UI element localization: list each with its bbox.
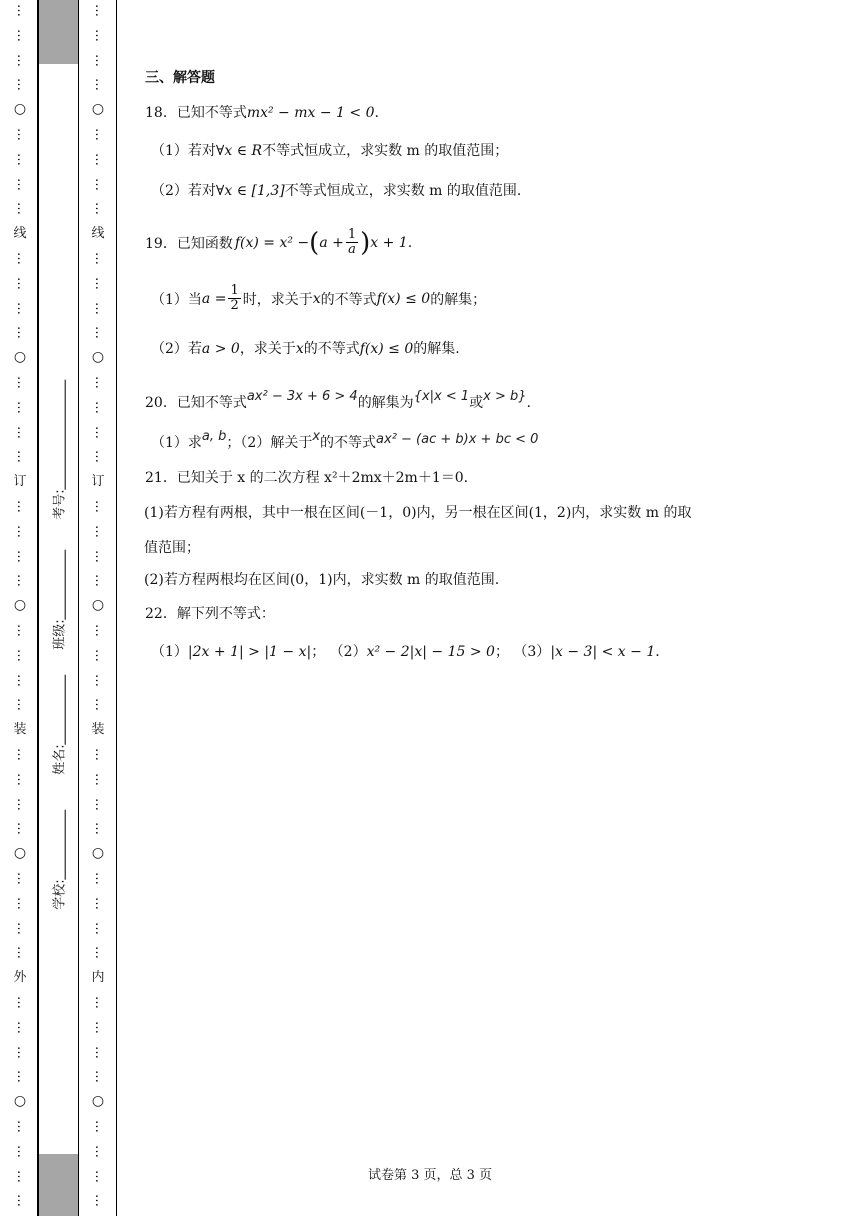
q20-set-image: {x|x < 1: [413, 389, 470, 404]
margin-dots: …: [92, 1120, 107, 1133]
margin-dots: …: [92, 1046, 107, 1059]
q18-part1: （1）若对∀x ∈ R不等式恒成立，求实数 m 的取值范围；: [151, 143, 509, 159]
margin-dots: …: [14, 674, 29, 687]
margin-circle: ○: [13, 101, 27, 117]
margin-dots: …: [92, 897, 107, 910]
margin-dots: …: [92, 773, 107, 786]
margin-dots: …: [92, 426, 107, 439]
margin-dots: …: [14, 1021, 29, 1034]
margin-dots: …: [14, 302, 29, 315]
exam-number-field: 考号:: [39, 364, 78, 534]
margin-dots: …: [92, 872, 107, 885]
page-footer: 试卷第 3 页，总 3 页: [367, 1168, 493, 1183]
margin-circle: ○: [13, 349, 27, 365]
q22-parts: （1）|2x + 1| > |1 − x|； （2）x² − 2|x| − 15 > 0； （3）|x − 3| < x − 1.: [151, 644, 660, 660]
margin-dots: …: [14, 624, 29, 637]
q21-part1-line2: 值范围；: [144, 540, 200, 556]
margin-dots: …: [92, 1070, 107, 1083]
section-title: 三、解答题: [145, 70, 215, 86]
margin-dots: …: [92, 550, 107, 563]
margin-dots: …: [92, 624, 107, 637]
margin-dots: …: [14, 178, 29, 191]
q19-stem: 19．已知函数 f(x) = x² − ( a + $\frac{1}{a}$ ) x + 1 .: [145, 227, 413, 258]
margin-dots: …: [92, 29, 107, 42]
q21-part2: (2)若方程两根均在区间(0，1)内，求实数 m 的取值范围.: [144, 572, 500, 588]
fraction-1-over-a: $\frac{1}{a}$: [347, 227, 357, 257]
margin-dots: …: [92, 4, 107, 17]
margin-dots: …: [14, 1170, 29, 1183]
fraction-1-over-2: $\frac{1}{2}$: [230, 283, 239, 313]
margin-label: 装: [91, 722, 105, 737]
margin-dots: …: [14, 1194, 29, 1207]
margin-dots: …: [14, 1145, 29, 1158]
margin-dots: …: [14, 426, 29, 439]
margin-circle: ○: [91, 845, 105, 861]
margin-label: 内: [91, 970, 105, 985]
margin-dots: …: [14, 78, 29, 91]
margin-dots: …: [14, 922, 29, 935]
margin-dots: …: [14, 946, 29, 959]
margin-dots: …: [92, 252, 107, 265]
q21-part1-line1: (1)若方程有两根，其中一根在区间(－1，0)内，另一根在区间(1，2)内，求实数 m 的取: [144, 505, 692, 521]
margin-dots: …: [92, 1194, 107, 1207]
student-info-box: [38, 64, 79, 1154]
margin-dots: …: [14, 550, 29, 563]
margin-dots: …: [92, 202, 107, 215]
margin-dots: …: [92, 78, 107, 91]
q20-inequality2-image: ax² − (ac + b)x + bc < 0: [376, 432, 539, 447]
margin-dots: …: [92, 376, 107, 389]
margin-dots: …: [92, 1170, 107, 1183]
margin-dots: …: [92, 401, 107, 414]
margin-dots: …: [14, 897, 29, 910]
margin-label: 订: [91, 474, 105, 489]
margin-dots: …: [92, 302, 107, 315]
margin-dots: …: [92, 922, 107, 935]
q19-part1: （1）当 a = $\frac{1}{2}$ 时，求关于 x 的不等式 f(x) ≤ 0 的解集；: [151, 283, 487, 313]
q20-parts: （1）求a, b；（2）解关于x的不等式ax² − (ac + b)x + bc < 0: [151, 429, 539, 451]
margin-dots: …: [92, 326, 107, 339]
margin-dots: …: [14, 574, 29, 587]
margin-dots: …: [14, 822, 29, 835]
margin-dots: …: [14, 29, 29, 42]
margin-dots: …: [92, 450, 107, 463]
margin-dots: …: [92, 153, 107, 166]
inner-dotted-column: [90, 0, 106, 1216]
margin-dots: …: [92, 946, 107, 959]
outer-dotted-column: [12, 0, 28, 1216]
q19-part2: （2）若a > 0，求关于x的不等式f(x) ≤ 0的解集.: [151, 341, 460, 357]
margin-dots: …: [92, 277, 107, 290]
margin-dots: …: [14, 996, 29, 1009]
margin-label: 订: [13, 474, 27, 489]
margin-dots: …: [92, 178, 107, 191]
margin-dots: …: [92, 674, 107, 687]
margin-dots: …: [14, 326, 29, 339]
margin-dots: …: [92, 996, 107, 1009]
margin-dots: …: [14, 252, 29, 265]
class-field: 班级:: [39, 534, 78, 664]
margin-dots: …: [14, 277, 29, 290]
school-field: 学校:: [39, 784, 78, 934]
q22-stem: 22．解下列不等式：: [145, 606, 275, 622]
margin-label: 装: [13, 722, 27, 737]
margin-dots: …: [14, 54, 29, 67]
margin-label: 线: [91, 226, 105, 241]
q21-stem: 21．已知关于 x 的二次方程 x²＋2mx＋2m＋1＝0.: [145, 470, 469, 486]
margin-dots: …: [14, 1070, 29, 1083]
name-field: 姓名:: [39, 654, 78, 794]
margin-label: 外: [13, 970, 27, 985]
margin-dots: …: [92, 128, 107, 141]
margin-dots: …: [92, 649, 107, 662]
margin-dots: …: [14, 748, 29, 761]
margin-dots: …: [92, 698, 107, 711]
margin-dots: …: [14, 698, 29, 711]
margin-circle: ○: [91, 349, 105, 365]
q20-stem: 20．已知不等式ax² − 3x + 6 > 4的解集为{x|x < 1或x > b}.: [145, 389, 531, 411]
margin-dots: …: [14, 450, 29, 463]
margin-circle: ○: [13, 597, 27, 613]
margin-dots: …: [92, 822, 107, 835]
margin-dots: …: [92, 500, 107, 513]
margin-circle: ○: [91, 101, 105, 117]
margin-dots: …: [14, 1046, 29, 1059]
margin-line: [116, 0, 117, 1216]
margin-dots: …: [92, 798, 107, 811]
margin-dots: …: [14, 128, 29, 141]
margin-dots: …: [14, 1120, 29, 1133]
binding-margin: [0, 0, 118, 1216]
margin-dots: …: [14, 401, 29, 414]
margin-dots: …: [14, 202, 29, 215]
margin-circle: ○: [91, 597, 105, 613]
margin-dots: …: [92, 574, 107, 587]
margin-dots: …: [14, 4, 29, 17]
margin-dots: …: [92, 54, 107, 67]
margin-dots: …: [14, 649, 29, 662]
q20-inequality-image: ax² − 3x + 6 > 4: [246, 389, 358, 404]
margin-gray-block-top: [38, 0, 79, 64]
margin-label: 线: [13, 226, 27, 241]
margin-dots: …: [92, 1021, 107, 1034]
margin-dots: …: [14, 773, 29, 786]
q20-set-image-2: x > b}: [483, 389, 527, 404]
margin-dots: …: [14, 376, 29, 389]
margin-dots: …: [14, 500, 29, 513]
q20-x-image: x: [312, 429, 321, 444]
margin-circle: ○: [91, 1093, 105, 1109]
margin-circle: ○: [13, 1093, 27, 1109]
q20-ab-image: a, b: [201, 429, 227, 444]
q18-stem: 18．已知不等式mx² − mx − 1 < 0.: [145, 105, 379, 121]
margin-dots: …: [92, 748, 107, 761]
margin-dots: …: [14, 153, 29, 166]
margin-circle: ○: [13, 845, 27, 861]
margin-dots: …: [92, 525, 107, 538]
margin-dots: …: [92, 1145, 107, 1158]
margin-dots: …: [14, 872, 29, 885]
margin-dots: …: [14, 525, 29, 538]
q18-part2: （2）若对∀x ∈ [1,3]不等式恒成立，求实数 m 的取值范围.: [151, 183, 522, 199]
margin-dots: …: [14, 798, 29, 811]
